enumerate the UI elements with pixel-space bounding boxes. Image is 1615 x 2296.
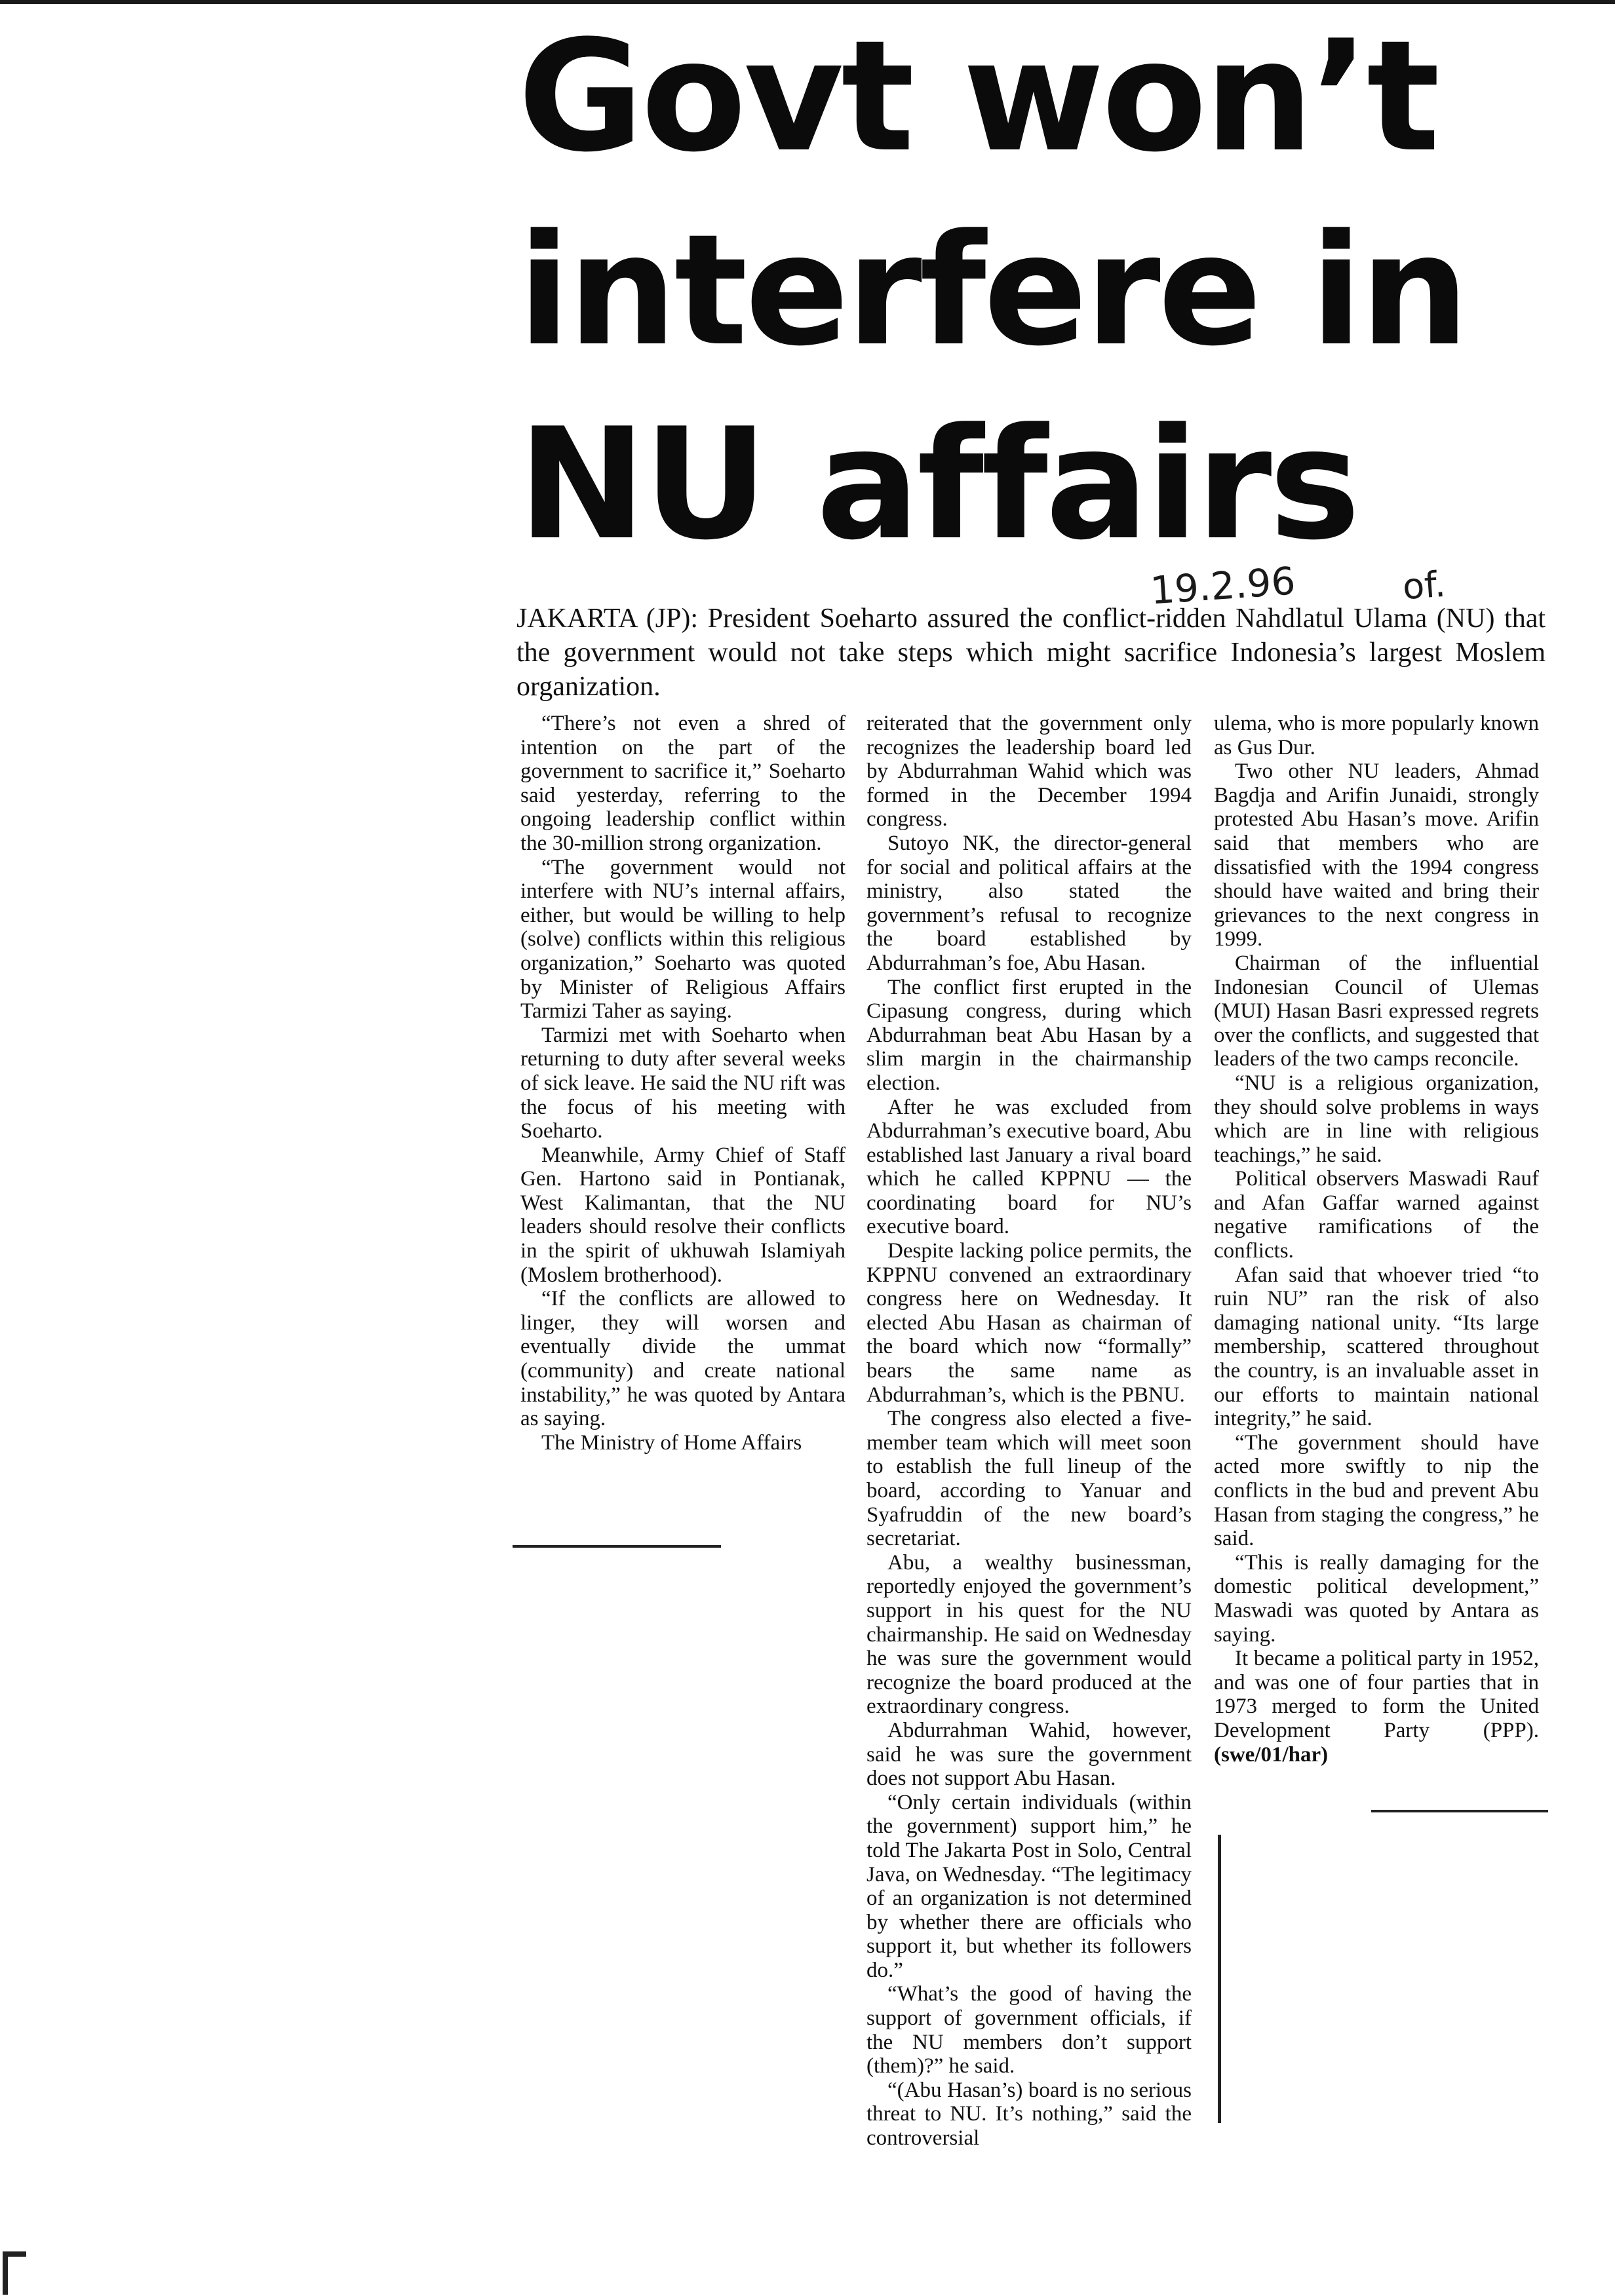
scan-corner-mark	[3, 2251, 8, 2295]
headline	[518, 0, 1580, 582]
paragraph: Sutoyo NK, the director-general for social and political affairs at the ministry, also stated the government’s refusal to recognize the board established by Abdurrahman’s foe, Abu Hasan.	[866, 831, 1192, 975]
paragraph: Two other NU leaders, Ahmad Bagdja and Arifin Junaidi, strongly protested Abu Hasan’s move. Arifin said that members who are dissatisfied with the 1994 congress should have waited and bring their grievances to the next congress in 1999.	[1214, 759, 1539, 951]
paragraph: The conflict first erupted in the Cipasung congress, during which Abdurrahman beat Abu Hasan by a slim margin in the chairmanship election.	[866, 975, 1192, 1095]
headline-line-1: Govt won’t	[518, 8, 1437, 186]
paragraph: Chairman of the influential Indonesian Council of Ulemas (MUI) Hasan Basri expressed regrets over the conflicts, and suggested that leaders of the two camps reconcile.	[1214, 951, 1539, 1071]
paragraph: Afan said that whoever tried “to ruin NU” ran the risk of also damaging national unity. “Its large membership, scattered throughout the country, is an invaluable asset in our efforts to maintain national integrity,” he said.	[1214, 1263, 1539, 1431]
paragraph: ulema, who is more popularly known as Gus Dur.	[1214, 712, 1539, 759]
lead-text: President Soeharto assured the conflict-ridden Nahdlatul Ulama (NU) that the government would not take steps which might sacrifice Indonesia’s largest Moslem organization.	[516, 603, 1546, 702]
headline-line-3: NU affairs	[518, 396, 1358, 574]
column-end-rule	[513, 1545, 721, 1548]
paragraph: “This is really damaging for the domestic political development,” Maswadi was quoted by Antara as saying.	[1214, 1550, 1539, 1647]
final-paragraph	[1214, 1647, 1539, 1767]
paragraph-text: It became a political party in 1952, and was one of four parties that in 1973 merged to form the United Development Party (PPP).	[1214, 1647, 1539, 1742]
paragraph: Abu, a wealthy businessman, reportedly enjoyed the government’s support in his quest for the NU chairmanship. He said on Wednesday he was sure the government would recognize the board produced at the extraordinary congress.	[866, 1550, 1192, 1719]
paragraph: Abdurrahman Wahid, however, said he was sure the government does not support Abu Hasan.	[866, 1718, 1192, 1791]
handwritten-initials-annotation: of.	[1401, 563, 1447, 608]
paragraph: Political observers Maswadi Rauf and Afan Gaffar warned against negative ramifications of the conflicts.	[1214, 1167, 1539, 1263]
paragraph: “(Abu Hasan’s) board is no serious threat to NU. It’s nothing,” said the controversial	[866, 2078, 1192, 2151]
paragraph: “What’s the good of having the support of government officials, if the NU members don’t support (them)?” he said.	[866, 1982, 1192, 2078]
headline-line-2: interfere in	[518, 202, 1467, 380]
dateline: JAKARTA (JP):	[516, 603, 699, 634]
article-column-1	[520, 712, 846, 1455]
paragraph: Meanwhile, Army Chief of Staff Gen. Hartono said in Pontianak, West Kalimantan, that the NU leaders should resolve their conflicts in the spirit of ukhuwah Islamiyah (Moslem brotherhood).	[520, 1143, 846, 1287]
paragraph: The Ministry of Home Affairs	[541, 1430, 802, 1455]
lead-paragraph	[516, 602, 1546, 704]
paragraph: “The government would not interfere with NU’s internal affairs, either, but would be willing to help (solve) conflicts within this religious organization,” Soeharto was quoted by Minister of Religious Affairs Tarmizi Taher as saying.	[520, 855, 846, 1024]
paragraph: “There’s not even a shred of intention on the part of the government to sacrifice it,” Soeharto said yesterday, referring to the ongoing leadership conflict within the 30-million strong organization.	[520, 712, 846, 855]
paragraph: The congress also elected a five-member team which will meet soon to establish the full lineup of the board, according to Yanuar and Syafruddin of the new board’s secretariat.	[866, 1407, 1192, 1551]
author-signoff: (swe/01/har)	[1214, 1742, 1329, 1767]
handwritten-date-annotation: 19.2.96	[1148, 558, 1297, 613]
article-end-rule	[1371, 1810, 1548, 1812]
column-divider-rule	[1218, 1835, 1221, 2123]
article-column-3	[1214, 712, 1539, 1767]
paragraph: reiterated that the government only recognizes the leadership board led by Abdurrahman Wahid which was formed in the December 1994 congress.	[866, 712, 1192, 832]
paragraph: Despite lacking police permits, the KPPNU convened an extraordinary congress here on Wednesday. It elected Abu Hasan as chairman of the board which now “formally” bears the same name as Abdurrahman’s, which is the PBNU.	[866, 1239, 1192, 1407]
paragraph: “Only certain individuals (within the government) support him,” he told The Jakarta Post in Solo, Central Java, on Wednesday. “The legitimacy of an organization is not determined by whether there are officials who support it, but whether its followers do.”	[866, 1790, 1192, 1982]
paragraph: “The government should have acted more swiftly to nip the conflicts in the bud and prevent Abu Hasan from staging the congress,” he said.	[1214, 1430, 1539, 1551]
article-column-2	[866, 712, 1192, 2151]
paragraph: “NU is a religious organization, they should solve problems in ways which are in line with religious teachings,” he said.	[1214, 1071, 1539, 1167]
paragraph: After he was excluded from Abdurrahman’s executive board, Abu established last January a rival board which he called KPPNU — the coordinating board for NU’s executive board.	[866, 1095, 1192, 1239]
paragraph: Tarmizi met with Soeharto when returning to duty after several weeks of sick leave. He said the NU rift was the focus of his meeting with Soeharto.	[520, 1023, 846, 1143]
paragraph: “If the conflicts are allowed to linger, they will worsen and eventually divide the ummat (community) and create national instability,” he was quoted by Antara as saying.	[520, 1287, 846, 1431]
